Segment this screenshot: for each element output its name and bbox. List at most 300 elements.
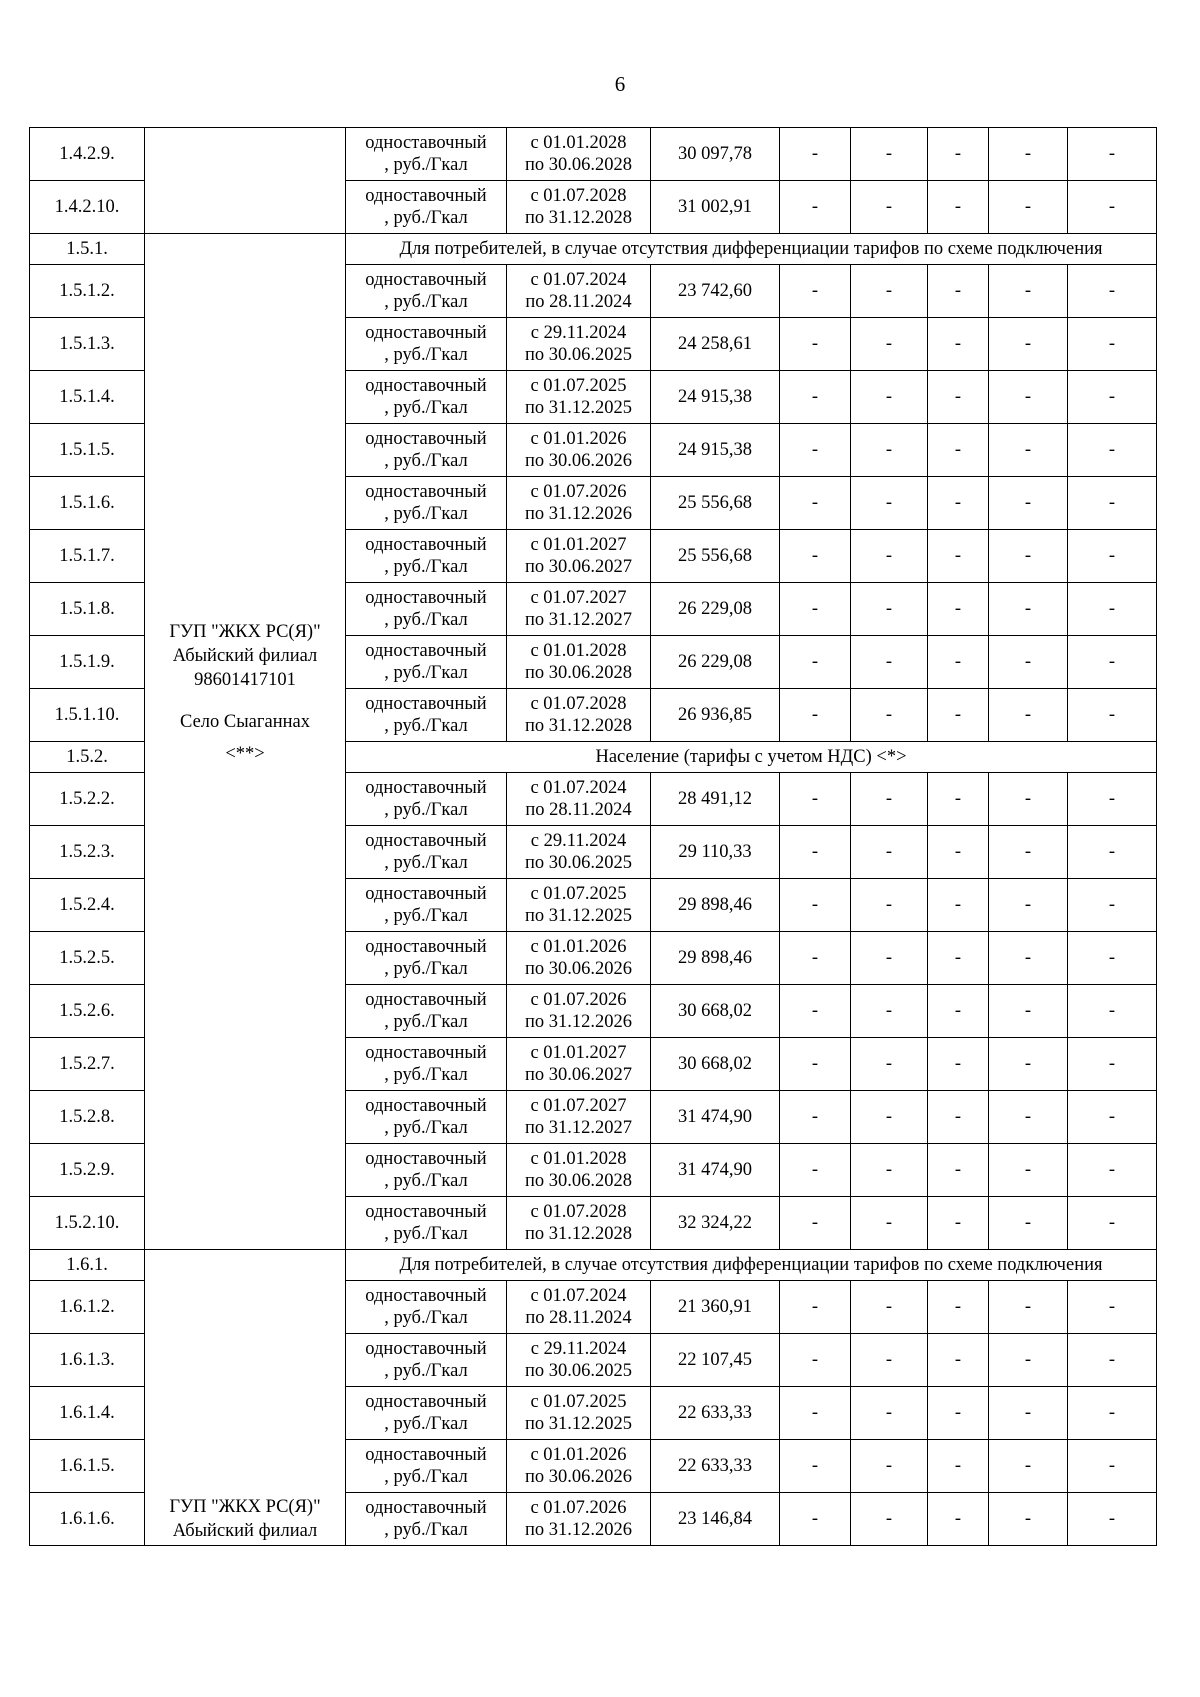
period-cell [507,583,651,636]
empty-value-dash: - [989,773,1068,826]
table-row [30,128,1157,181]
period-from: с 01.01.2026 [530,937,627,957]
empty-value-dash: - [851,530,928,583]
rate-unit: , руб./Гкал [384,1414,468,1434]
empty-value-dash: - [1068,1334,1157,1387]
rate-unit: , руб./Гкал [384,557,468,577]
tariff-value: 24 915,38 [651,371,780,424]
organization-cell [145,234,346,1250]
period-from: с 01.07.2024 [530,1286,627,1306]
period-to: по 30.06.2025 [524,853,633,873]
rate-unit: , руб./Гкал [384,155,468,175]
period-from: с 01.07.2024 [530,270,627,290]
empty-value-dash: - [851,181,928,234]
empty-value-dash: - [989,477,1068,530]
empty-value-dash: - [1068,773,1157,826]
rate-unit: , руб./Гкал [384,504,468,524]
empty-value-dash: - [928,1038,989,1091]
empty-value-dash: - [989,1281,1068,1334]
rate-type: одноставочный [365,831,487,851]
page-number: 6 [614,72,626,96]
rate-type-cell [346,530,507,583]
empty-value-dash: - [780,181,851,234]
rate-type: одноставочный [365,535,487,555]
rate-unit: , руб./Гкал [384,292,468,312]
row-id: 1.5.2.6. [30,985,145,1038]
period-from: с 01.07.2024 [530,778,627,798]
period-to: по 30.06.2025 [524,1361,633,1381]
row-id: 1.6.1.6. [30,1493,145,1546]
period-from: с 01.01.2026 [530,1445,627,1465]
empty-value-dash: - [928,477,989,530]
period-from: с 01.07.2027 [530,1096,627,1116]
rate-type-cell [346,1091,507,1144]
rate-type: одноставочный [365,270,487,290]
empty-value-dash: - [989,1387,1068,1440]
rate-unit: , руб./Гкал [384,959,468,979]
period-cell [507,932,651,985]
tariff-value: 24 915,38 [651,424,780,477]
empty-value-dash: - [1068,318,1157,371]
row-id: 1.6.1.3. [30,1334,145,1387]
period-cell [507,1038,651,1091]
empty-value-dash: - [928,265,989,318]
row-id: 1.5.2.10. [30,1197,145,1250]
empty-value-dash: - [989,1440,1068,1493]
empty-value-dash: - [851,689,928,742]
empty-value-dash: - [928,826,989,879]
rate-unit: , руб./Гкал [384,1065,468,1085]
rate-unit: , руб./Гкал [384,451,468,471]
rate-type-cell [346,689,507,742]
period-to: по 31.12.2027 [524,1118,633,1138]
period-from: с 01.07.2028 [530,1202,627,1222]
rate-type: одноставочный [365,1392,487,1412]
empty-value-dash: - [851,636,928,689]
rate-type-cell [346,1493,507,1546]
empty-value-dash: - [780,773,851,826]
empty-value-dash: - [780,318,851,371]
empty-value-dash: - [780,1334,851,1387]
period-to: по 30.06.2028 [524,663,633,683]
empty-value-dash: - [780,530,851,583]
row-id: 1.5.1.9. [30,636,145,689]
rate-type-cell [346,636,507,689]
rate-type-cell [346,773,507,826]
period-from: с 01.01.2028 [530,641,627,661]
period-cell [507,1387,651,1440]
tariff-value: 24 258,61 [651,318,780,371]
tariff-value: 31 474,90 [651,1091,780,1144]
organization-name: ГУП "ЖКХ РС(Я)" [169,622,321,642]
empty-value-dash: - [928,371,989,424]
period-from: с 29.11.2024 [530,831,627,851]
row-id: 1.5.2.4. [30,879,145,932]
row-id: 1.5.2.7. [30,1038,145,1091]
empty-value-dash: - [989,424,1068,477]
empty-value-dash: - [780,371,851,424]
section-title: Население (тарифы с учетом НДС) <*> [346,742,1157,773]
rate-type-cell [346,265,507,318]
rate-type-cell [346,371,507,424]
row-id: 1.5.1.2. [30,265,145,318]
empty-value-dash: - [1068,1144,1157,1197]
empty-value-dash: - [928,128,989,181]
rate-type: одноставочный [365,482,487,502]
empty-value-dash: - [780,424,851,477]
rate-type: одноставочный [365,1339,487,1359]
rate-unit: , руб./Гкал [384,1308,468,1328]
empty-value-dash: - [989,689,1068,742]
rate-type-cell [346,1387,507,1440]
empty-value-dash: - [851,1091,928,1144]
empty-value-dash: - [989,1038,1068,1091]
period-from: с 01.01.2026 [530,429,627,449]
empty-value-dash: - [780,826,851,879]
rate-unit: , руб./Гкал [384,663,468,683]
period-cell [507,424,651,477]
period-from: с 01.01.2028 [530,1149,627,1169]
empty-value-dash: - [989,1197,1068,1250]
row-id: 1.4.2.10. [30,181,145,234]
row-id: 1.6.1. [30,1250,145,1281]
empty-value-dash: - [780,1281,851,1334]
period-from: с 01.07.2025 [530,1392,627,1412]
period-from: с 01.07.2025 [530,884,627,904]
empty-value-dash: - [780,1197,851,1250]
period-from: с 01.07.2028 [530,694,627,714]
empty-value-dash: - [851,1493,928,1546]
empty-value-dash: - [780,689,851,742]
row-id: 1.5.1. [30,234,145,265]
tariff-value: 23 742,60 [651,265,780,318]
tariff-value: 26 229,08 [651,583,780,636]
rate-unit: , руб./Гкал [384,610,468,630]
period-to: по 31.12.2028 [524,1224,633,1244]
empty-value-dash: - [851,424,928,477]
empty-value-dash: - [851,879,928,932]
period-cell [507,530,651,583]
rate-unit: , руб./Гкал [384,345,468,365]
period-to: по 30.06.2026 [524,959,633,979]
period-cell [507,1091,651,1144]
rate-unit: , руб./Гкал [384,208,468,228]
rate-type-cell [346,128,507,181]
rate-type: одноставочный [365,1043,487,1063]
rate-type-cell [346,1197,507,1250]
empty-value-dash: - [851,128,928,181]
row-id: 1.5.2.3. [30,826,145,879]
empty-value-dash: - [928,689,989,742]
empty-value-dash: - [928,1387,989,1440]
organization-cell [145,128,346,234]
organization-info [147,1495,343,1545]
tariff-value: 21 360,91 [651,1281,780,1334]
empty-value-dash: - [1068,583,1157,636]
empty-value-dash: - [1068,371,1157,424]
period-to: по 30.06.2028 [524,1171,633,1191]
rate-type-cell [346,985,507,1038]
period-cell [507,1493,651,1546]
rate-unit: , руб./Гкал [384,398,468,418]
rate-type-cell [346,318,507,371]
empty-value-dash: - [989,826,1068,879]
empty-value-dash: - [928,932,989,985]
empty-value-dash: - [928,318,989,371]
period-from: с 01.07.2028 [530,186,627,206]
tariff-value: 32 324,22 [651,1197,780,1250]
period-cell [507,1440,651,1493]
empty-value-dash: - [989,371,1068,424]
period-to: по 30.06.2026 [524,451,633,471]
tariff-value: 28 491,12 [651,773,780,826]
empty-value-dash: - [928,530,989,583]
rate-type-cell [346,477,507,530]
tariff-value: 29 898,46 [651,932,780,985]
rate-unit: , руб./Гкал [384,906,468,926]
empty-value-dash: - [780,128,851,181]
period-to: по 30.06.2027 [524,1065,633,1085]
rate-type: одноставочный [365,186,487,206]
empty-value-dash: - [851,1197,928,1250]
tariff-value: 23 146,84 [651,1493,780,1546]
row-id: 1.5.2.9. [30,1144,145,1197]
rate-type: одноставочный [365,1096,487,1116]
rate-unit: , руб./Гкал [384,1118,468,1138]
section-row [30,1250,1157,1281]
empty-value-dash: - [1068,636,1157,689]
empty-value-dash: - [1068,1038,1157,1091]
tariff-value: 29 898,46 [651,879,780,932]
row-id: 1.6.1.5. [30,1440,145,1493]
empty-value-dash: - [928,879,989,932]
row-id: 1.5.2. [30,742,145,773]
empty-value-dash: - [851,1334,928,1387]
period-to: по 31.12.2026 [524,504,633,524]
empty-value-dash: - [851,932,928,985]
tariff-value: 25 556,68 [651,477,780,530]
period-to: по 28.11.2024 [525,292,632,312]
empty-value-dash: - [1068,932,1157,985]
empty-value-dash: - [1068,424,1157,477]
row-id: 1.5.1.10. [30,689,145,742]
rate-type: одноставочный [365,990,487,1010]
organization-info [147,234,343,766]
empty-value-dash: - [851,1281,928,1334]
branch-name: Абыйский филиал [172,1521,318,1541]
tariff-value: 26 936,85 [651,689,780,742]
empty-value-dash: - [928,583,989,636]
period-to: по 30.06.2026 [524,1467,633,1487]
empty-value-dash: - [928,636,989,689]
empty-value-dash: - [851,1144,928,1197]
period-from: с 01.07.2026 [530,482,627,502]
rate-type: одноставочный [365,937,487,957]
rate-unit: , руб./Гкал [384,1224,468,1244]
rate-type-cell [346,583,507,636]
period-cell [507,318,651,371]
empty-value-dash: - [780,265,851,318]
empty-value-dash: - [780,583,851,636]
period-to: по 31.12.2026 [524,1520,633,1540]
empty-value-dash: - [989,318,1068,371]
empty-value-dash: - [780,1493,851,1546]
period-cell [507,265,651,318]
period-cell [507,879,651,932]
period-cell [507,477,651,530]
empty-value-dash: - [1068,879,1157,932]
empty-value-dash: - [928,1334,989,1387]
rate-type: одноставочный [365,1286,487,1306]
rate-type-cell [346,932,507,985]
empty-value-dash: - [928,1197,989,1250]
period-to: по 30.06.2028 [524,155,633,175]
branch-name: Абыйский филиал [172,646,318,666]
empty-value-dash: - [1068,826,1157,879]
empty-value-dash: - [780,1038,851,1091]
empty-value-dash: - [1068,1440,1157,1493]
rate-type: одноставочный [365,1445,487,1465]
rate-type: одноставочный [365,133,487,153]
period-to: по 31.12.2026 [524,1012,633,1032]
period-cell [507,181,651,234]
row-id: 1.5.1.5. [30,424,145,477]
rate-type-cell [346,879,507,932]
period-cell [507,636,651,689]
row-id: 1.6.1.4. [30,1387,145,1440]
empty-value-dash: - [989,265,1068,318]
rate-unit: , руб./Гкал [384,853,468,873]
tariff-value: 25 556,68 [651,530,780,583]
empty-value-dash: - [1068,689,1157,742]
row-id: 1.5.2.2. [30,773,145,826]
rate-unit: , руб./Гкал [384,1171,468,1191]
empty-value-dash: - [928,424,989,477]
rate-type: одноставочный [365,429,487,449]
section-title: Для потребителей, в случае отсутствия дифференциации тарифов по схеме подключения [346,234,1157,265]
period-from: с 01.07.2027 [530,588,627,608]
empty-value-dash: - [1068,1091,1157,1144]
row-id: 1.4.2.9. [30,128,145,181]
period-from: с 01.07.2026 [530,990,627,1010]
rate-type: одноставочный [365,1149,487,1169]
period-from: с 01.07.2025 [530,376,627,396]
rate-unit: , руб./Гкал [384,716,468,736]
empty-value-dash: - [780,932,851,985]
rate-type-cell [346,1334,507,1387]
period-cell [507,689,651,742]
period-to: по 31.12.2025 [524,1414,633,1434]
empty-value-dash: - [780,477,851,530]
settlement-name: Село Сыаганнах [180,712,310,732]
empty-value-dash: - [1068,265,1157,318]
empty-value-dash: - [928,1281,989,1334]
section-row [30,234,1157,265]
empty-value-dash: - [989,932,1068,985]
organization-name: ГУП "ЖКХ РС(Я)" [169,1497,321,1517]
period-from: с 01.01.2028 [530,133,627,153]
rate-type: одноставочный [365,778,487,798]
period-to: по 31.12.2027 [524,610,633,630]
rate-unit: , руб./Гкал [384,1520,468,1540]
rate-type-cell [346,1281,507,1334]
empty-value-dash: - [989,181,1068,234]
empty-value-dash: - [851,583,928,636]
empty-value-dash: - [1068,1197,1157,1250]
empty-value-dash: - [1068,530,1157,583]
footnote-mark: <**> [225,744,265,764]
period-cell [507,1144,651,1197]
empty-value-dash: - [851,1038,928,1091]
rate-type-cell [346,181,507,234]
tariff-value: 26 229,08 [651,636,780,689]
rate-type: одноставочный [365,1202,487,1222]
empty-value-dash: - [1068,985,1157,1038]
tariff-value: 30 668,02 [651,985,780,1038]
period-cell [507,985,651,1038]
tariff-value: 22 633,33 [651,1387,780,1440]
rate-type: одноставочный [365,588,487,608]
period-to: по 30.06.2025 [524,345,633,365]
rate-type: одноставочный [365,641,487,661]
rate-type-cell [346,1038,507,1091]
period-from: с 29.11.2024 [530,1339,627,1359]
rate-type: одноставочный [365,884,487,904]
empty-value-dash: - [989,530,1068,583]
period-to: по 30.06.2027 [524,557,633,577]
empty-value-dash: - [851,1440,928,1493]
period-cell [507,826,651,879]
row-id: 1.6.1.2. [30,1281,145,1334]
empty-value-dash: - [928,985,989,1038]
rate-type-cell [346,1440,507,1493]
oktmo-code: 98601417101 [194,670,296,690]
empty-value-dash: - [851,773,928,826]
empty-value-dash: - [1068,1493,1157,1546]
tariff-value: 30 668,02 [651,1038,780,1091]
row-id: 1.5.2.5. [30,932,145,985]
empty-value-dash: - [989,985,1068,1038]
rate-unit: , руб./Гкал [384,800,468,820]
empty-value-dash: - [851,1387,928,1440]
rate-type-cell [346,1144,507,1197]
rate-type: одноставочный [365,1498,487,1518]
empty-value-dash: - [851,371,928,424]
empty-value-dash: - [989,583,1068,636]
row-id: 1.5.2.8. [30,1091,145,1144]
empty-value-dash: - [989,1144,1068,1197]
period-from: с 01.07.2026 [530,1498,627,1518]
organization-cell [145,1250,346,1546]
row-id: 1.5.1.8. [30,583,145,636]
empty-value-dash: - [851,826,928,879]
rate-type-cell [346,424,507,477]
empty-value-dash: - [780,985,851,1038]
tariff-value: 31 002,91 [651,181,780,234]
period-to: по 31.12.2028 [524,208,633,228]
empty-value-dash: - [989,879,1068,932]
period-cell [507,773,651,826]
empty-value-dash: - [928,1493,989,1546]
empty-value-dash: - [851,265,928,318]
row-id: 1.5.1.7. [30,530,145,583]
empty-value-dash: - [928,1440,989,1493]
section-title: Для потребителей, в случае отсутствия дифференциации тарифов по схеме подключения [346,1250,1157,1281]
empty-value-dash: - [989,1091,1068,1144]
period-cell [507,1281,651,1334]
empty-value-dash: - [780,879,851,932]
empty-value-dash: - [851,477,928,530]
